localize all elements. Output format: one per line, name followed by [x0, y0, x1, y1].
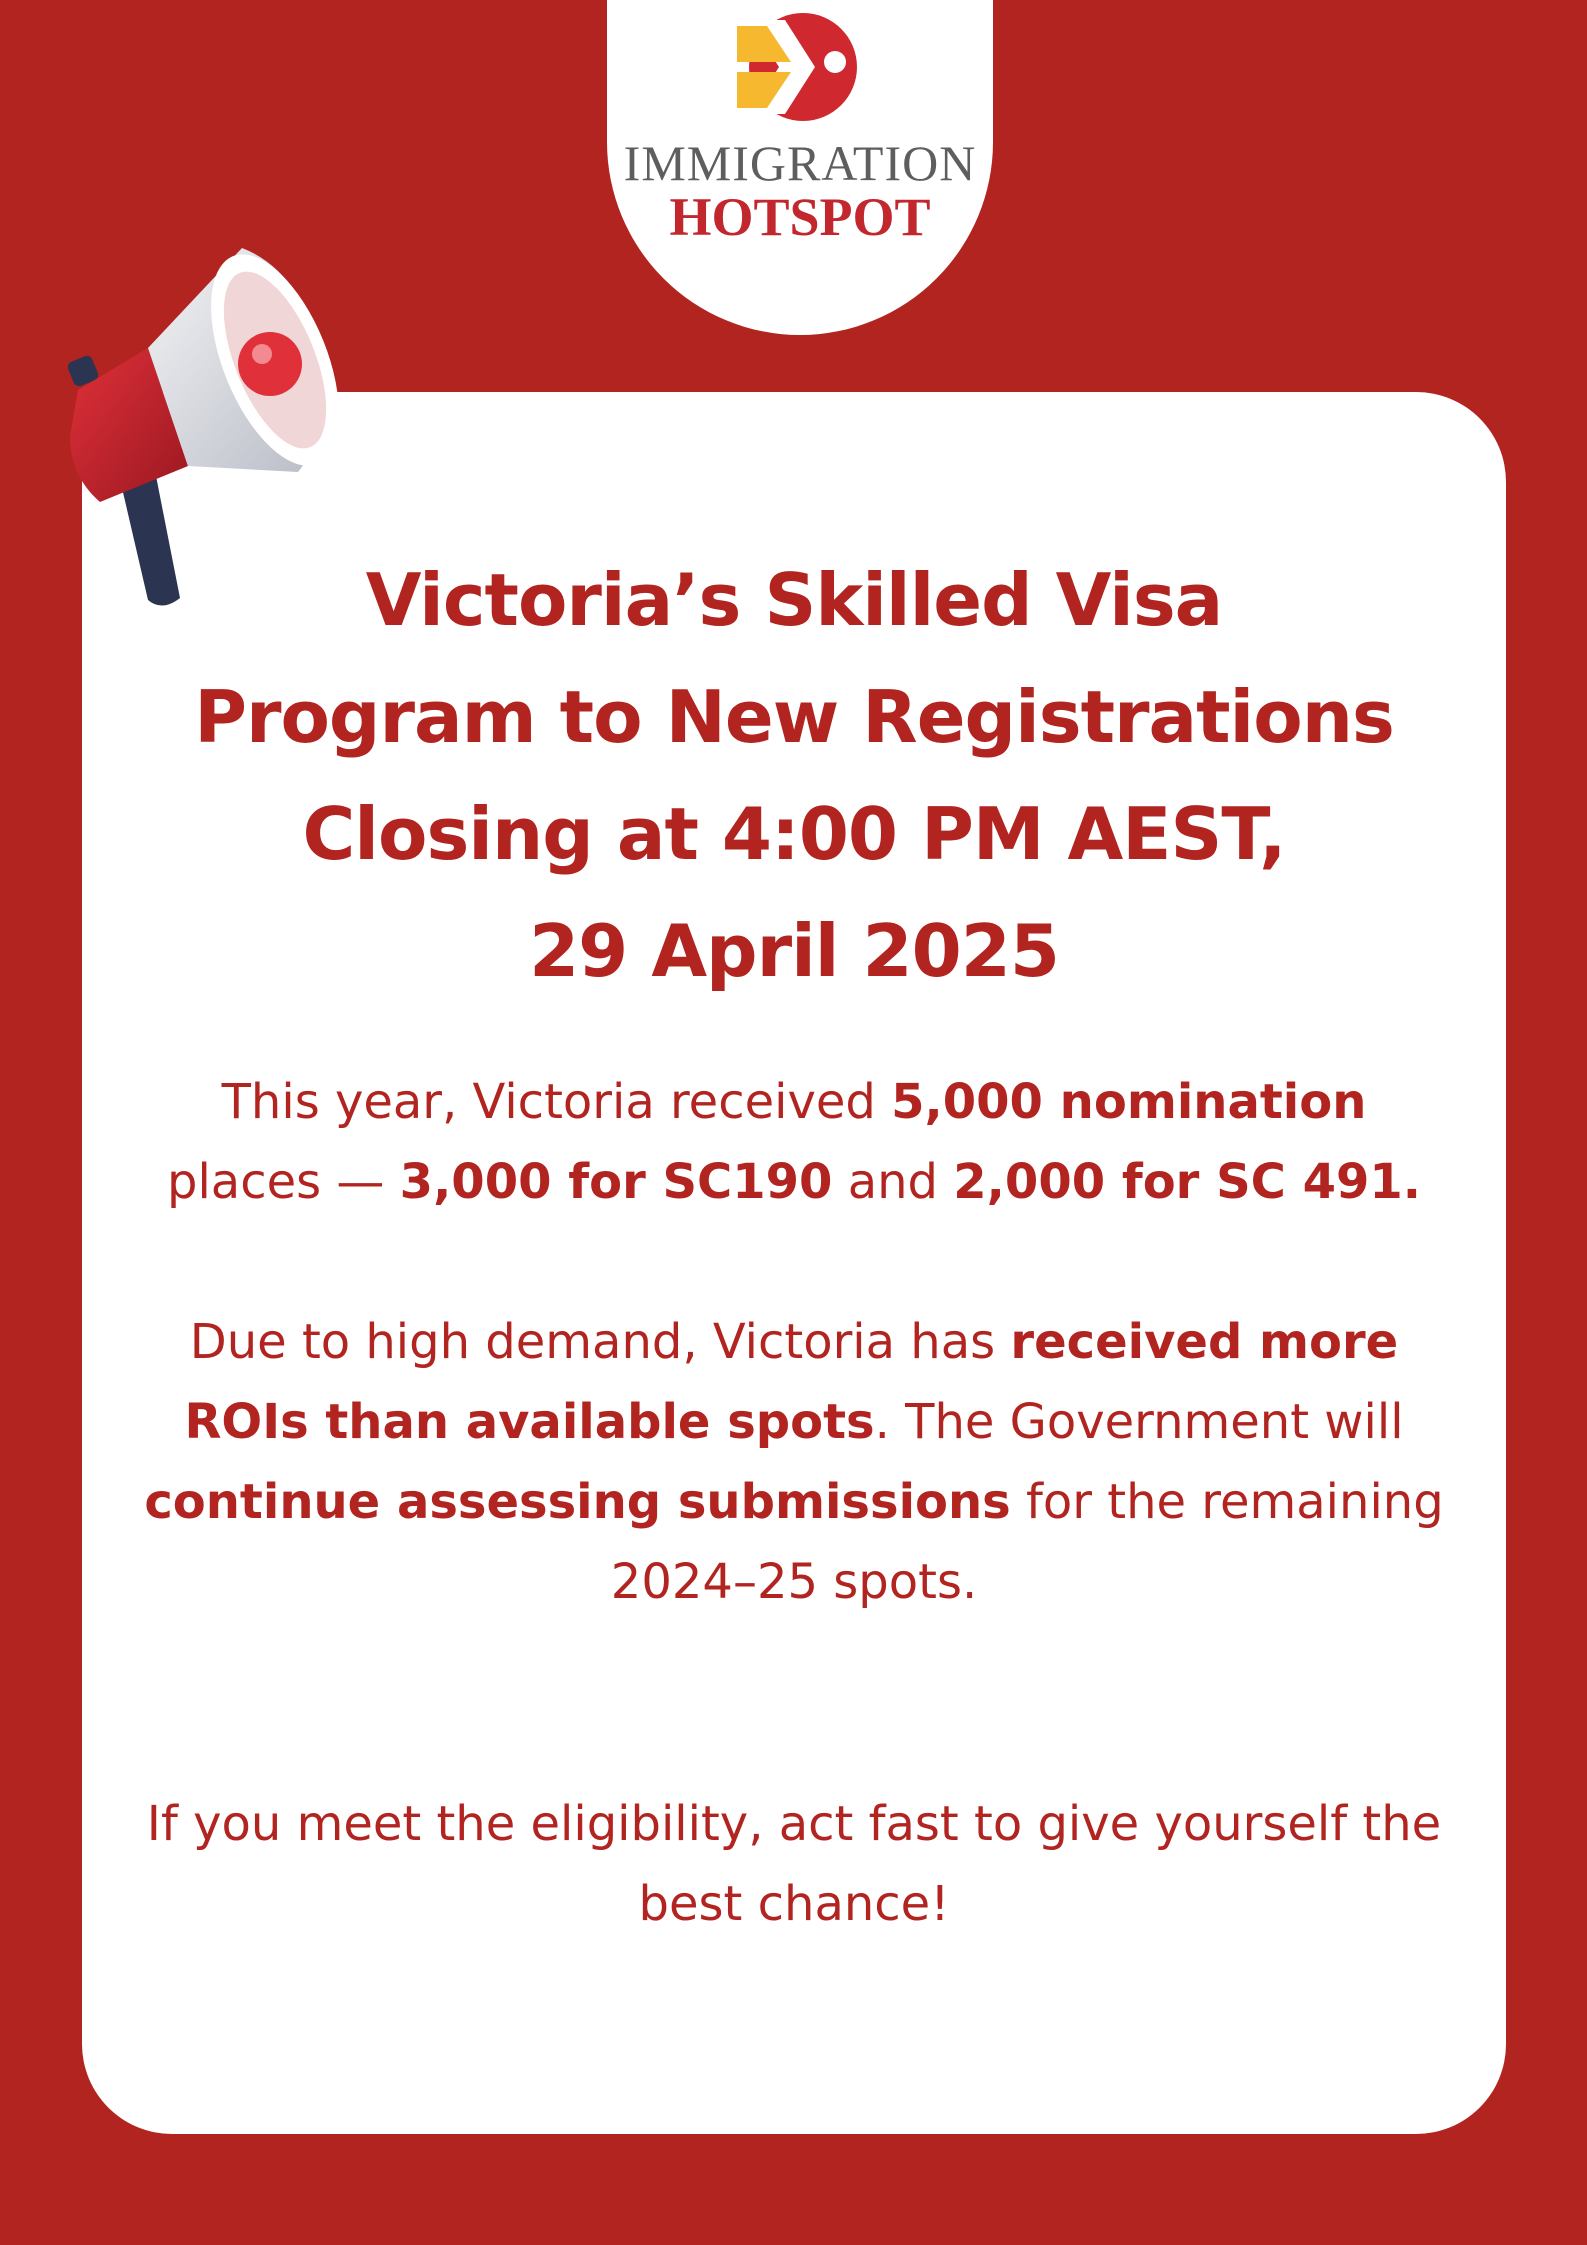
para-2-bold-1: received more ROIs than available spots: [184, 1314, 1399, 1450]
brand-logo: [607, 0, 993, 335]
para-1-bold-3: 2,000 for SC 491.: [953, 1154, 1421, 1210]
para-2-text-1: Due to high demand, Victoria has: [189, 1314, 1011, 1370]
headline-line-4: 29 April 2025: [529, 909, 1059, 993]
headline-line-1: Victoria’s Skilled Visa: [365, 558, 1223, 642]
brand-name-line-2: HOTSPOT: [669, 187, 931, 247]
para-3-text-1: If you meet the eligibility, act fast to give yourself the best chance!: [146, 1796, 1442, 1932]
para-1-text-3: and: [832, 1154, 954, 1210]
para-1-bold-1: 5,000 nomination: [891, 1074, 1367, 1130]
para-1-text-1: This year, Victoria received: [221, 1074, 892, 1130]
immigration-hotspot-logo-icon: [727, 12, 867, 122]
para-2-bold-2: continue assessing submissions: [144, 1474, 1011, 1530]
announcement-card: [82, 392, 1506, 2134]
headline-line-2: Program to New Registrations: [194, 675, 1394, 759]
nomination-places-paragraph: [122, 1062, 1466, 1222]
para-2-text-2: . The Government will: [874, 1394, 1404, 1450]
para-2-text-3: for the remaining 2024–25 spots.: [610, 1474, 1444, 1610]
brand-name-line-1: IMMIGRATION: [623, 135, 977, 191]
headline-line-3: Closing at 4:00 PM AEST,: [302, 792, 1286, 876]
high-demand-paragraph: [122, 1302, 1466, 1622]
para-1-text-2: places —: [167, 1154, 400, 1210]
para-1-bold-2: 3,000 for SC190: [399, 1154, 833, 1210]
eligibility-paragraph: [122, 1784, 1466, 1944]
megaphone-icon: [30, 240, 350, 620]
